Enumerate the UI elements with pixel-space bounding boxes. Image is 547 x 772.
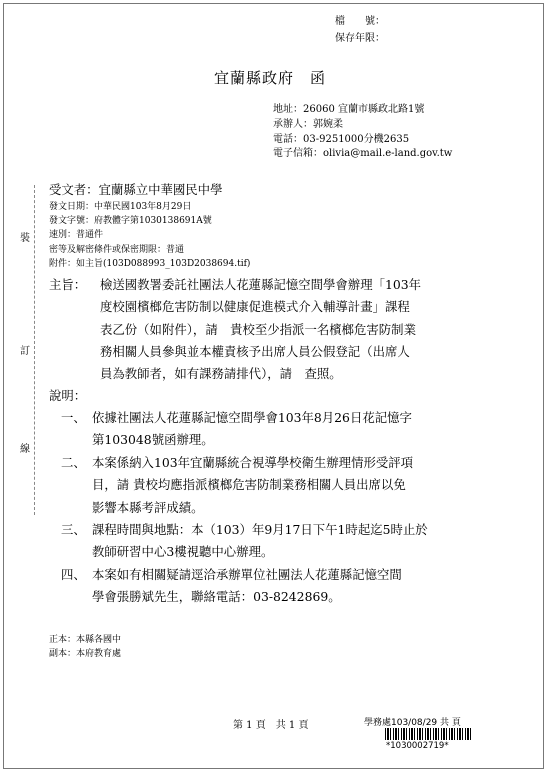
attachment: 附件：如主旨(103D088993_103D2038694.tif) bbox=[49, 259, 251, 269]
explanation-item-4-number: 四、 bbox=[61, 567, 86, 582]
phone: 電話：03-9251000分機2635 bbox=[273, 134, 410, 145]
explanation-item-2-number: 二、 bbox=[61, 455, 86, 470]
retention-label: 保存年限： bbox=[335, 33, 385, 44]
explanation-line: 第103048號函辦理。 bbox=[92, 432, 214, 448]
email: 電子信箱：olivia@mail.e-land.gov.tw bbox=[273, 148, 453, 159]
recipient: 受文者：宜蘭縣立中華國民中學 bbox=[49, 182, 223, 197]
binding-mark-zhuang: 裝 bbox=[20, 227, 30, 246]
binding-mark-ding: 訂 bbox=[20, 340, 30, 359]
explanation-line: 目，請 貴校均應指派檳榔危害防制業務相關人員出席以免 bbox=[92, 477, 406, 493]
handler: 承辦人：郭婉柔 bbox=[273, 119, 343, 130]
explanation-label: 說明： bbox=[49, 388, 87, 403]
explanation-line: 教師研習中心3樓視聽中心辦理。 bbox=[92, 544, 274, 560]
speed: 速別：普通件 bbox=[49, 230, 104, 240]
explanation-item-1-number: 一、 bbox=[61, 410, 86, 425]
explanation-line: 課程時間與地點：本（103）年9月17日下午1時起迄5時止於 bbox=[92, 522, 428, 537]
subject-body bbox=[100, 274, 421, 385]
explanation-item-1 bbox=[92, 407, 412, 452]
address: 地址：26060 宜蘭市縣政北路1號 bbox=[273, 104, 425, 115]
subject-line: 檢送國教署委託社團法人花蓮縣記憶空間學會辦理「103年 bbox=[100, 277, 422, 292]
subject-line: 員為教師者，如有課務請排代），請 查照。 bbox=[100, 366, 342, 382]
subject-line: 務相關人員參與並本權責核予出席人員公假登記（出席人 bbox=[100, 343, 410, 359]
binding-mark-xian: 線 bbox=[20, 438, 30, 457]
page-number: 第 1 頁 共 1 頁 bbox=[233, 720, 309, 731]
explanation-line: 本案如有相關疑請逕洽承辦單位社團法人花蓮縣記憶空間 bbox=[92, 567, 402, 582]
explanation-line: 依據社團法人花蓮縣記憶空間學會103年8月26日花記憶字 bbox=[92, 410, 412, 425]
issue-date: 發文日期：中華民國103年8月29日 bbox=[49, 202, 192, 212]
subject-line: 度校園檳榔危害防制以健康促進模式介入輔導計畫」課程 bbox=[100, 299, 410, 315]
explanation-line: 影響本縣考評成績。 bbox=[92, 499, 204, 515]
security-level: 密等及解密條件或保密期限：普通 bbox=[49, 245, 185, 255]
receipt-stamp: 學務處103/08/29 共 頁 bbox=[364, 718, 461, 728]
explanation-item-3 bbox=[92, 519, 428, 564]
explanation-item-3-number: 三、 bbox=[61, 522, 86, 537]
barcode-number: *1030002719* bbox=[386, 741, 449, 751]
subject-line: 表乙份（如附件），請 貴校至少指派一名檳榔危害防制業 bbox=[100, 321, 416, 337]
file-number-label: 檔 號： bbox=[335, 16, 385, 27]
document-title: 宜蘭縣政府 函 bbox=[214, 69, 327, 87]
subject-label: 主旨： bbox=[49, 277, 87, 292]
document-number: 發文字號：府教體字第1030138691A號 bbox=[49, 216, 212, 226]
original-recipients: 正本：本縣各國中 bbox=[49, 635, 122, 645]
explanation-line: 本案係納入103年宜蘭縣統合視導學校衛生辦理情形受評項 bbox=[92, 455, 414, 470]
copy-recipients: 副本：本府教育處 bbox=[49, 649, 122, 659]
explanation-item-2 bbox=[92, 452, 413, 519]
barcode-image bbox=[385, 728, 471, 740]
binding-line bbox=[34, 185, 35, 515]
explanation-item-4 bbox=[92, 564, 402, 609]
explanation-line: 學會張勝斌先生，聯絡電話：03-8242869。 bbox=[92, 589, 341, 605]
